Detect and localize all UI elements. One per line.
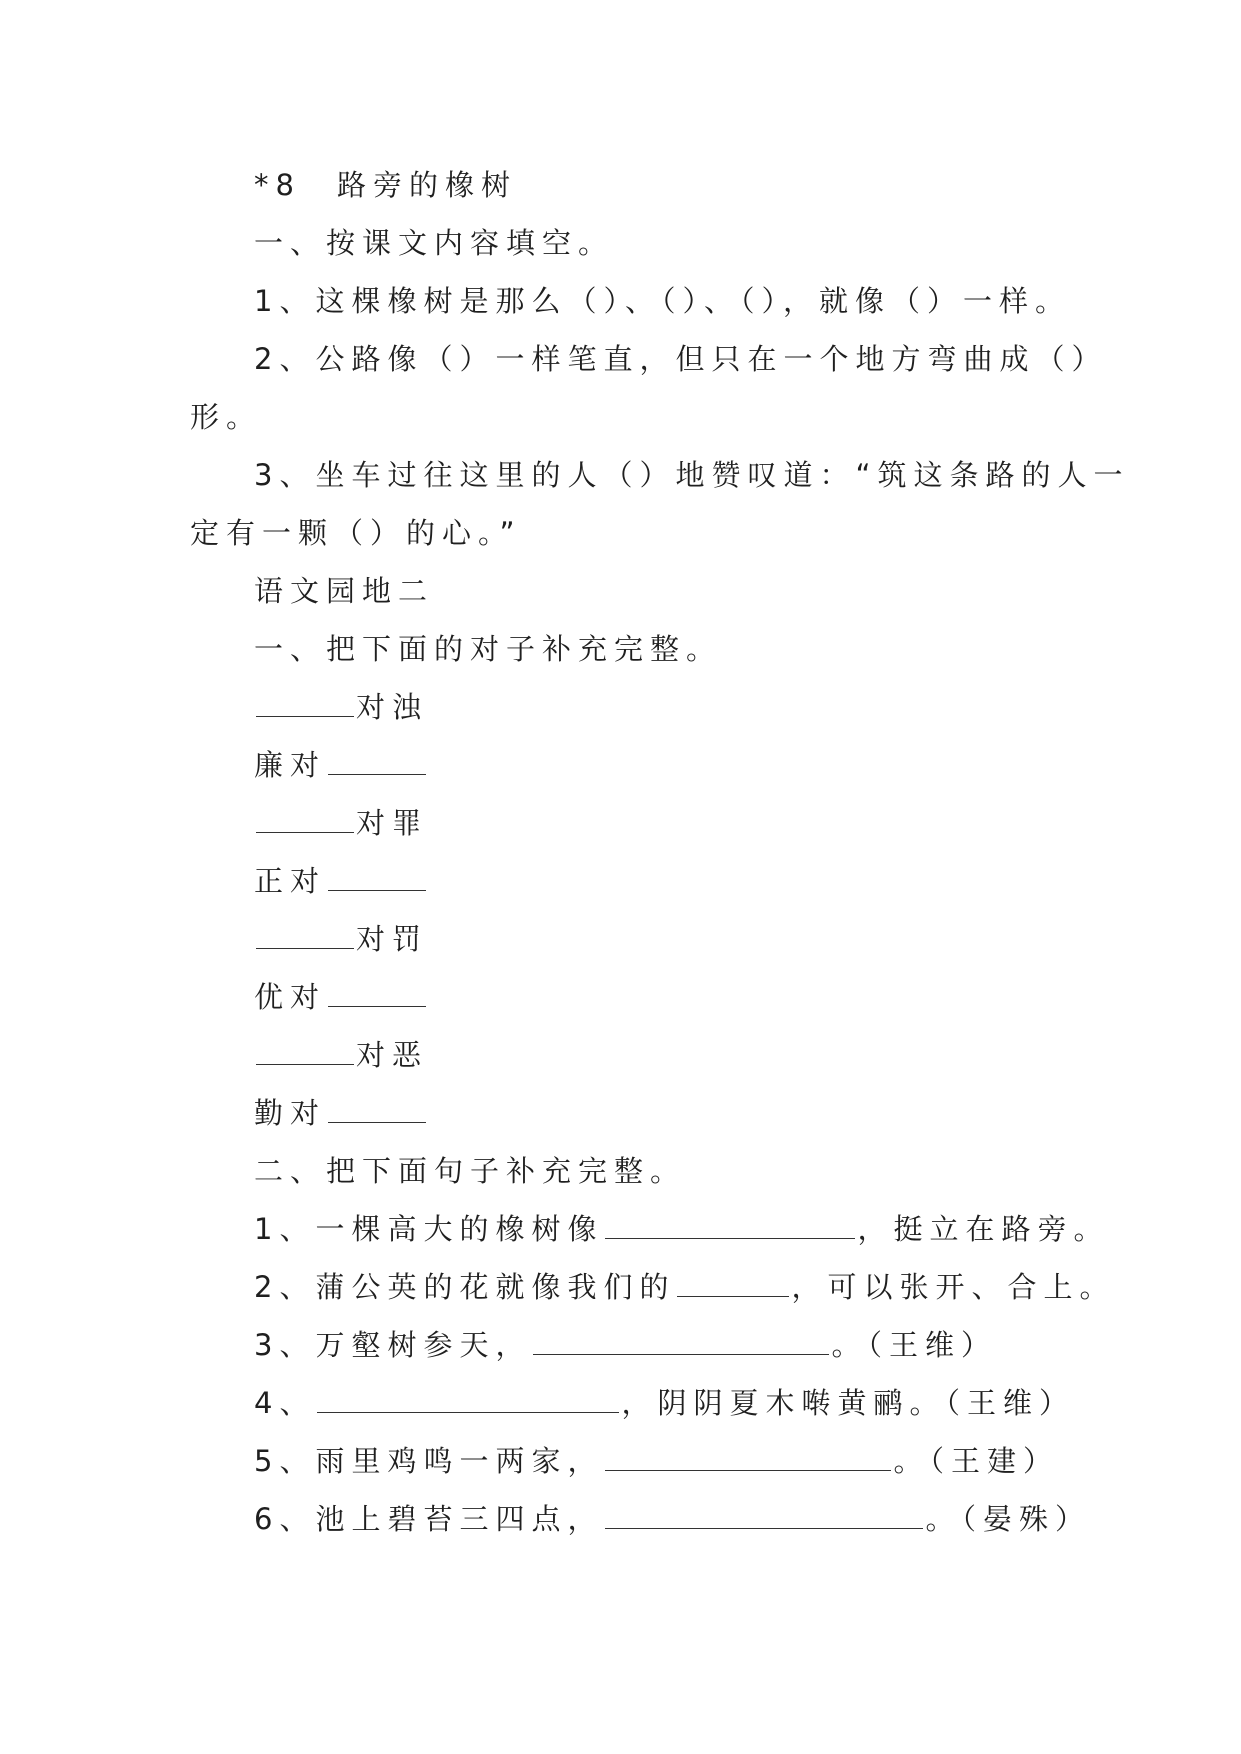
- lesson-question-1: 1、这棵橡树是那么（）、（）、（），就像（）一样。: [254, 284, 1071, 318]
- sentence-before: 4、: [254, 1386, 316, 1420]
- pair-text: 对罪: [356, 806, 429, 840]
- pair-item: [254, 861, 428, 901]
- sentence-after: ，阴阴夏木啭黄鹂。（王维）: [621, 1386, 1075, 1420]
- sentence-item: [254, 1383, 1075, 1423]
- pair-text: 优对: [254, 980, 327, 1014]
- sentence-before: 1、一棵高大的橡树像: [254, 1212, 604, 1246]
- lesson-section-heading: 一、按课文内容填空。: [254, 226, 615, 260]
- pair-item: [254, 1035, 428, 1075]
- pair-text: 对恶: [356, 1038, 429, 1072]
- lesson-question-3-line-1: 3、坐车过往这里的人（）地赞叹道：“筑这条路的人一: [254, 458, 1130, 492]
- lesson-question-3-line-2: 定有一颗（）的心。”: [190, 516, 522, 550]
- sentence-item: [254, 1209, 1109, 1249]
- sentence-item: [254, 1325, 997, 1365]
- sentence-blank[interactable]: [533, 1326, 829, 1355]
- garden-section-2-heading: 二、把下面句子补充完整。: [254, 1154, 687, 1188]
- sentence-after: 。（晏殊）: [925, 1502, 1091, 1536]
- pair-item: [254, 687, 428, 727]
- sentence-before: 5、雨里鸡鸣一两家，: [254, 1444, 604, 1478]
- pair-blank[interactable]: [328, 1094, 426, 1123]
- sentence-before: 6、池上碧苔三四点，: [254, 1502, 604, 1536]
- sentence-after: ，可以张开、合上。: [791, 1270, 1116, 1304]
- sentence-blank[interactable]: [605, 1442, 891, 1471]
- sentence-before: 2、蒲公英的花就像我们的: [254, 1270, 676, 1304]
- lesson-question-2-line-1: 2、公路像（）一样笔直，但只在一个地方弯曲成（）: [254, 342, 1108, 376]
- pair-item: [254, 1093, 428, 1133]
- pair-item: [254, 745, 428, 785]
- pair-blank[interactable]: [256, 688, 354, 717]
- pair-item: [254, 977, 428, 1017]
- sentence-item: [254, 1499, 1091, 1539]
- sentence-blank[interactable]: [605, 1210, 855, 1239]
- pair-blank[interactable]: [328, 978, 426, 1007]
- pair-blank[interactable]: [256, 920, 354, 949]
- sentence-after: 。（王建）: [893, 1444, 1059, 1478]
- sentence-after: ，挺立在路旁。: [857, 1212, 1110, 1246]
- pair-text: 勤对: [254, 1096, 327, 1130]
- sentence-blank[interactable]: [677, 1268, 789, 1297]
- sentence-item: [254, 1441, 1059, 1481]
- sentence-before: 3、万壑树参天，: [254, 1328, 532, 1362]
- lesson-question-2-line-2: 形。: [190, 400, 263, 434]
- pair-blank[interactable]: [256, 1036, 354, 1065]
- pair-text: 廉对: [254, 748, 327, 782]
- sentence-after: 。（王维）: [831, 1328, 997, 1362]
- pair-text: 正对: [254, 864, 327, 898]
- pair-item: [254, 803, 428, 843]
- sentence-item: [254, 1267, 1115, 1307]
- garden-title: 语文园地二: [254, 574, 435, 608]
- pair-text: 对浊: [356, 690, 429, 724]
- garden-section-1-heading: 一、把下面的对子补充完整。: [254, 632, 723, 666]
- sentence-blank[interactable]: [317, 1384, 619, 1413]
- pair-blank[interactable]: [256, 804, 354, 833]
- pair-item: [254, 919, 428, 959]
- sentence-blank[interactable]: [605, 1500, 923, 1529]
- pair-blank[interactable]: [328, 746, 426, 775]
- pair-text: 对罚: [356, 922, 429, 956]
- pair-blank[interactable]: [328, 862, 426, 891]
- lesson-title: *8 路旁的橡树: [254, 168, 517, 202]
